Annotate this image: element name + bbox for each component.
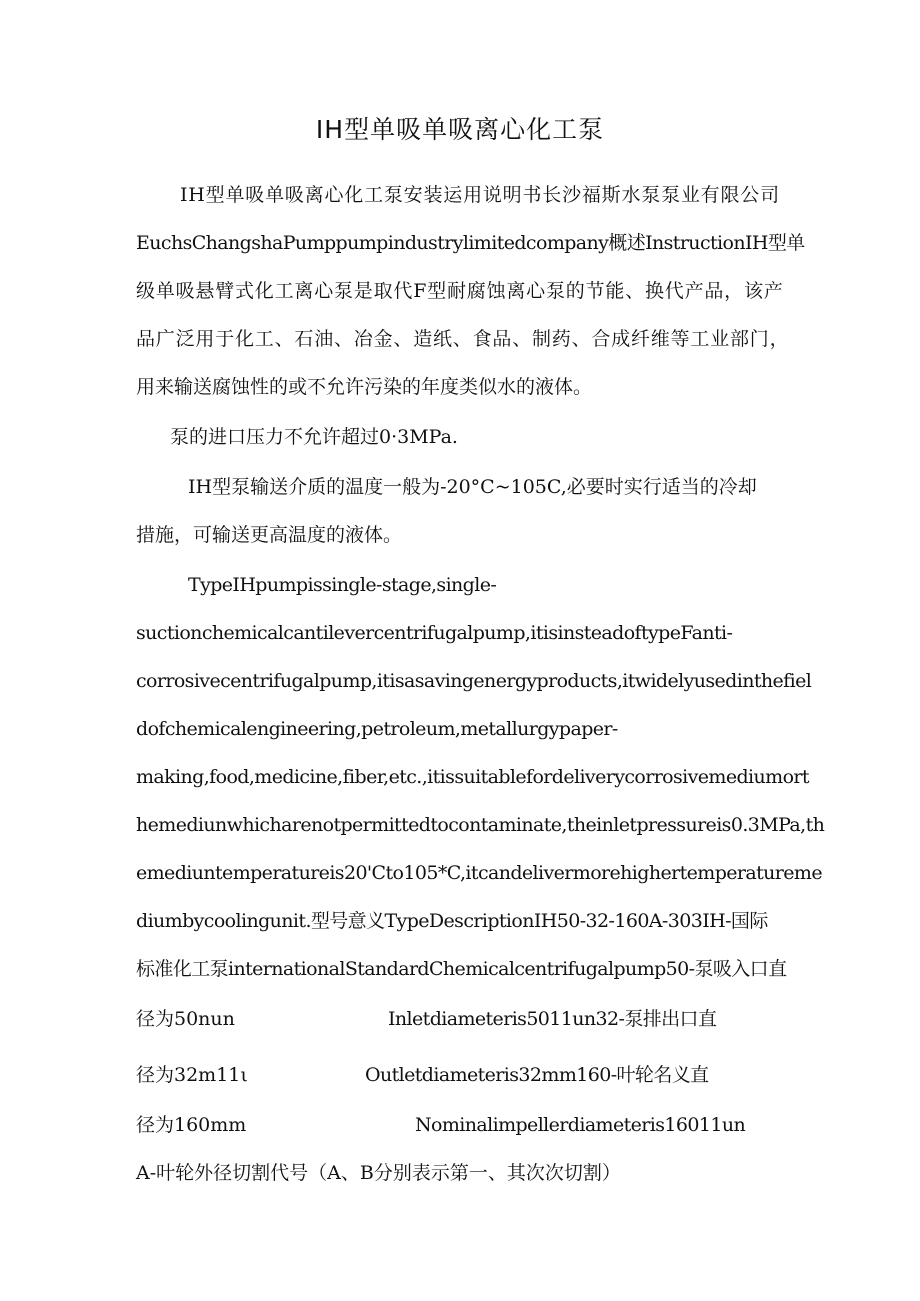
- english-line-9: 标准化工泵internationalStandardChemicalcentrifugalpump50-泵吸入口直: [136, 958, 787, 980]
- intro-line-5: 用来输送腐蚀性的或不允许污染的年度类似水的液体。: [136, 376, 593, 398]
- english-line-6: hemediunwhicharenotpermittedtocontaminate,theinletpressureis0.3MPa,th: [136, 814, 825, 836]
- spec-row-3-right: Nominalimpellerdiameteris16011un: [415, 1114, 746, 1136]
- intro-line-4: 品广泛用于化工、石油、冶金、造纸、食品、制药、合成纤维等工业部门，: [136, 328, 790, 350]
- pressure-line: 泵的进口压力不允许超过0·3MPa.: [170, 426, 458, 448]
- english-line-2: suctionchemicalcantilevercentrifugalpump,itisinsteadoftypeFanti-: [136, 622, 733, 644]
- english-line-3: corrosivecentrifugalpump,itisasavingenergyproducts,itwidelyusedinthefiel: [136, 670, 812, 692]
- english-line-1: TypeIHpumpissingle-stage,single-: [188, 574, 497, 596]
- spec-row-3-left: 径为160mm: [136, 1114, 247, 1136]
- page-title: IH型单吸单吸离心化工泵: [315, 115, 605, 144]
- spec-row-2-right: Outletdiameteris32mm160-叶轮名义直: [365, 1064, 709, 1086]
- english-line-7: emediuntemperatureis20'Cto105*C,itcandelivermorehighertemperatureme: [136, 862, 822, 884]
- english-line-8: diumbycoolingunit.型号意义TypeDescriptionIH50-32-160A-303IH-国际: [136, 910, 768, 932]
- intro-line-2: EuchsChangshaPumppumpindustrylimitedcompany概述InstructionIH型单: [136, 232, 805, 254]
- final-line: A-叶轮外径切割代号（A、B分别表示第一、其次次切割）: [136, 1162, 621, 1184]
- temperature-line-1: IH型泵输送介质的温度一般为-20°C~105C,必要时实行适当的冷却: [188, 476, 757, 498]
- intro-line-3: 级单吸悬臂式化工离心泵是取代F型耐腐蚀离心泵的节能、换代产品，该产: [136, 280, 784, 302]
- spec-row-1-left: 径为50nun: [136, 1008, 235, 1030]
- temperature-line-2: 措施，可输送更高温度的液体。: [136, 524, 403, 546]
- spec-row-1-right: Inletdiameteris5011un32-泵排出口直: [388, 1008, 717, 1030]
- intro-line-1: IH型单吸单吸离心化工泵安装运用说明书长沙福斯水泵泵业有限公司: [180, 184, 780, 206]
- english-line-4: dofchemicalengineering,petroleum,metallurgypaper-: [136, 718, 618, 740]
- spec-row-2-left: 径为32m11ι: [136, 1064, 248, 1086]
- english-line-5: making,food,medicine,fiber,etc.,itissuitablefordeliverycorrosivemediumort: [136, 766, 809, 788]
